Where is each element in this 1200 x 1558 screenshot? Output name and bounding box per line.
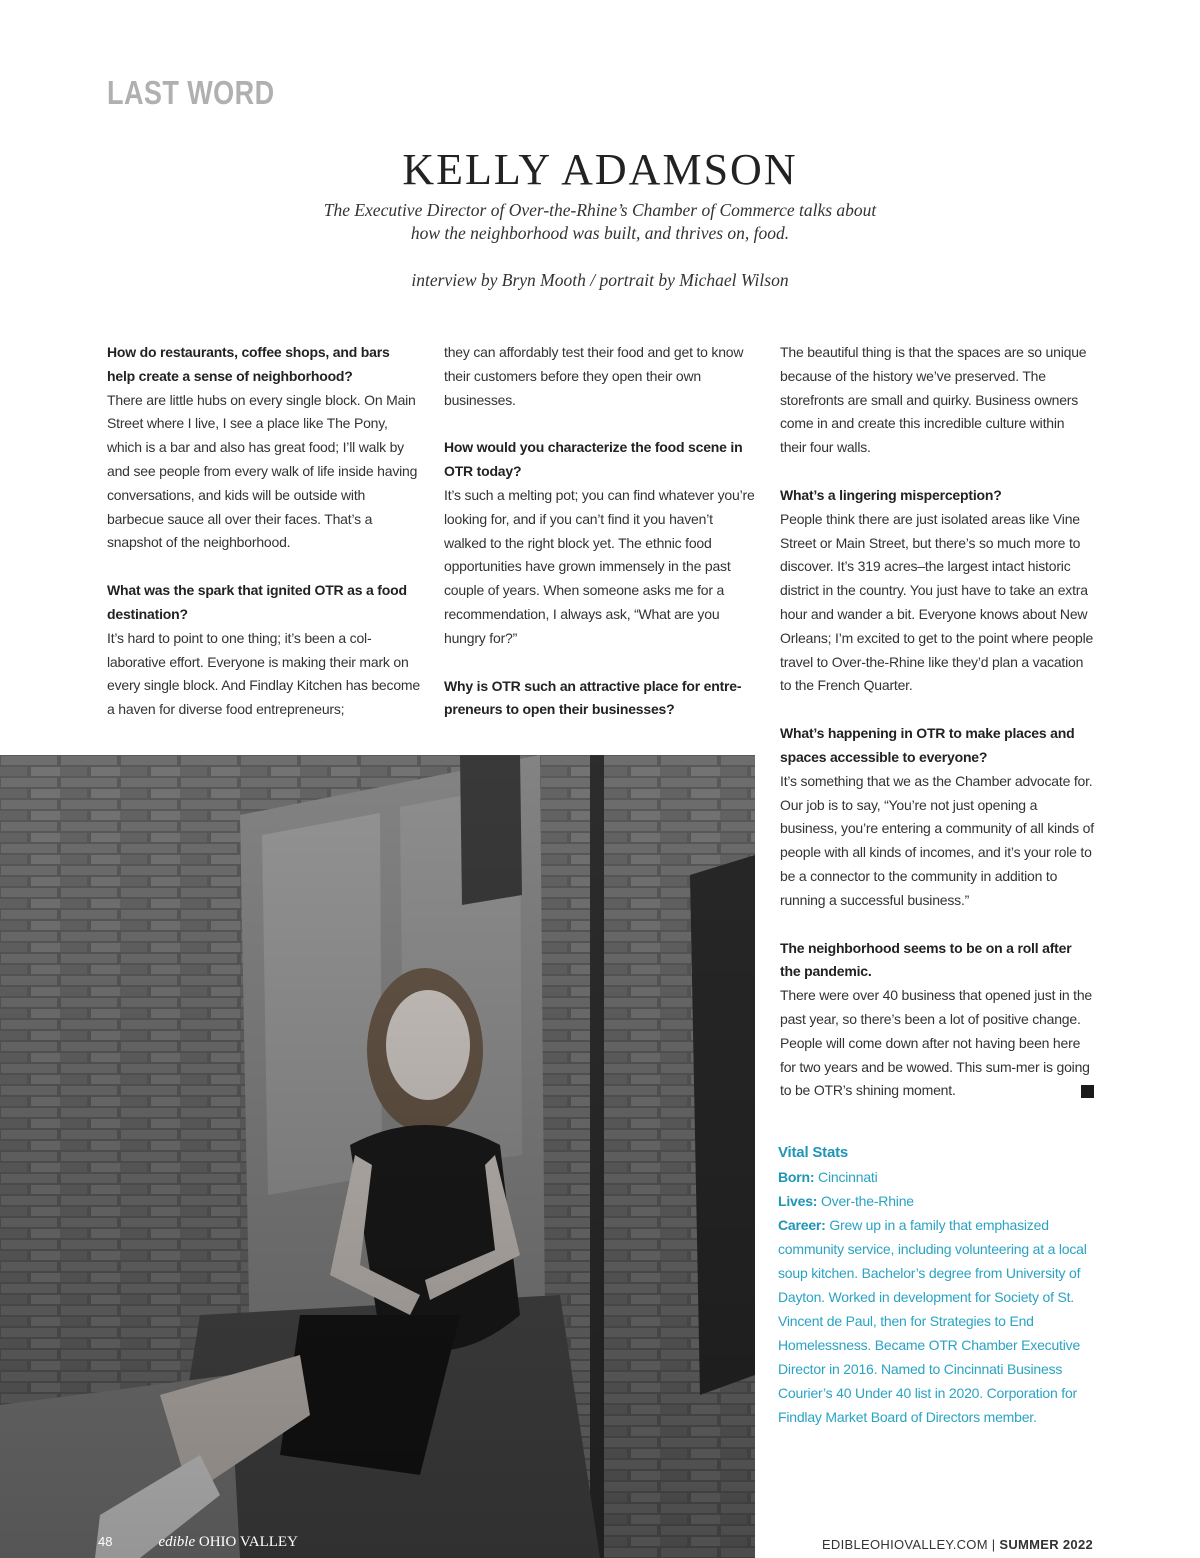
footer-right <box>822 1537 1093 1552</box>
site-url: EDIBLEOHIOVALLEY.COM <box>821 1537 988 1552</box>
stat-label: Career: <box>778 1217 826 1233</box>
text-column-2 <box>444 341 758 722</box>
deck-line-2: how the neighborhood was built, and thrives on, food. <box>410 223 790 243</box>
article-credit: interview by Bryn Mooth / portrait by Michael Wilson <box>411 270 789 290</box>
stat-value: Over-the-Rhine <box>820 1193 914 1209</box>
question: What’s happening in OTR to make places and spaces accessible to everyone? <box>780 725 1075 765</box>
question: The neighborhood seems to be on a roll after the pandemic. <box>780 939 1072 980</box>
article-title: KELLY ADAMSON <box>402 145 798 194</box>
answer: It’s something that we as the Chamber advocate for. Our job is to say, “You’re not just opening a business, you’re entering a community of all kinds of people with all kinds of incomes, and it’s your role to be a connector to the community in addition to running a successful business.” <box>780 772 1094 908</box>
answer: The beautiful thing is that the spaces are so unique because of the history we’ve preserved. The storefronts are small and quirky. Business owners come in and create this incredible culture within their four walls. <box>780 344 1087 456</box>
stat-born <box>778 1165 1100 1189</box>
end-mark-icon <box>1081 1085 1094 1098</box>
issue-season: SUMMER 2022 <box>999 1537 1093 1552</box>
text-column-1 <box>107 341 421 722</box>
article-deck <box>250 199 950 245</box>
deck-line-1: The Executive Director of Over-the-Rhine’s Chamber of Commerce talks about <box>323 200 877 220</box>
answer-continued: they can affordably test their food and get to know their customers before they open their own businesses. <box>444 344 744 408</box>
footer-left <box>98 1534 298 1551</box>
footer-separator: | <box>991 1537 996 1552</box>
brand-italic: edible <box>158 1534 196 1550</box>
vital-stats-title: Vital Stats <box>778 1144 849 1161</box>
brand-name: OHIO VALLEY <box>198 1534 298 1550</box>
answer-text: There were over 40 business that opened just in the past year, so there’s been a lot of positive change. People will come down after not having been here for two years and be wowed. This sum-mer is going to be OTR’s shining moment. <box>780 987 1092 1099</box>
stat-career <box>778 1213 1100 1429</box>
question: Why is OTR such an attractive place for entre-preneurs to open their businesses? <box>444 677 742 718</box>
stat-value: Grew up in a family that emphasized community service, including volunteering at a local soup kitchen. Bachelor’s degree from University of Dayton. Worked in development for Society of St. Vincent de Paul, then for Strategies to End Homelessness. Became OTR Chamber Executive Director in 2016. Named to Cincinnati Business Courier’s 40 Under 40 list in 2020. Corporation for Findlay Market Board of Directors member. <box>778 1217 1087 1425</box>
question: What was the spark that ignited OTR as a food destination? <box>107 582 407 622</box>
stat-value: Cincinnati <box>818 1169 878 1185</box>
text-column-3 <box>780 341 1094 1103</box>
answer <box>780 984 1094 1103</box>
stat-lives <box>778 1189 1100 1213</box>
page-number: 48 <box>98 1534 113 1549</box>
stat-label: Lives: <box>778 1193 818 1209</box>
question: How would you characterize the food scene in OTR today? <box>444 439 743 480</box>
section-label: LAST WORD <box>107 74 275 111</box>
answer: There are little hubs on every single block. On Main Street where I live, I see a place like The Pony, which is a bar and also has great food; I’ll walk by and see people from every walk of life inside having conversations, and kids will be outside with barbecue sauce all over their faces. That’s a snapshot of the neighborhood. <box>107 391 418 551</box>
vital-stats <box>778 1141 1100 1429</box>
stat-label: Born: <box>778 1169 815 1185</box>
question: What’s a lingering misperception? <box>780 486 1002 503</box>
portrait-illustration <box>0 755 755 1558</box>
answer: It’s hard to point to one thing; it’s been a col-laborative effort. Everyone is making their mark on every single block. And Findlay Kitchen has become a haven for diverse food entrepreneurs; <box>107 629 420 718</box>
answer: It’s such a melting pot; you can find whatever you’re looking for, and if you can’t find it you haven’t walked to the right block yet. The ethnic food opportunities have grown immensely in the past couple of years. When someone asks me for a recommendation, I always ask, “What are you hungry for?” <box>444 486 755 646</box>
answer: People think there are just isolated areas like Vine Street or Main Street, but there’s so much more to discover. It’s 319 acres–the largest intact historic district in the country. You just have to take an extra hour and wander a bit. Everyone knows about New Orleans; I’m excited to get to the point where people travel to Over-the-Rhine like they’d plan a vacation to the French Quarter. <box>780 510 1094 694</box>
question: How do restaurants, coffee shops, and bars help create a sense of neighborhood? <box>107 344 390 384</box>
portrait-photo <box>0 755 755 1558</box>
